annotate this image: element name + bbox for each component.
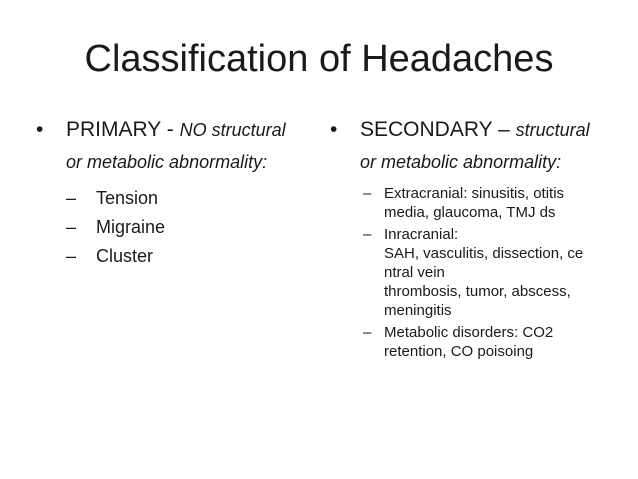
item-line: retention, CO poisoing [384,343,534,360]
dash-glyph: – [66,188,77,208]
dash-glyph: – [66,217,77,237]
primary-subitems [36,184,306,271]
bullet-glyph: • [36,118,44,141]
primary-item-tension [36,184,306,213]
bullet-glyph: • [330,118,338,141]
primary-column [36,114,306,271]
secondary-column [330,114,630,364]
primary-item-cluster [36,242,306,271]
primary-desc-line2: or metabolic abnormality: [66,152,268,172]
primary-item-migraine [36,213,306,242]
secondary-item-extracranial [330,184,630,222]
item-line: thrombosis, tumor, abscess, [384,283,571,300]
item-line: SAH, vasculitis, dissection, ce [384,245,584,262]
page-title: Classification of Headaches [84,38,554,80]
item-line: media, glaucoma, TMJ ds [384,204,556,221]
item-label: Cluster [96,246,154,266]
dash-glyph: – [66,246,77,266]
secondary-bullet-item [330,114,630,178]
item-line: Inracranial: [384,226,459,243]
item-line: Extracranial: sinusitis, otitis [384,185,565,202]
item-line: meningitis [384,302,452,319]
dash-glyph: – [363,324,372,341]
item-label: Tension [96,188,159,208]
item-line: Metabolic disorders: CO2 [384,324,554,341]
item-line: ntral vein [384,264,445,281]
item-label: Migraine [96,217,166,237]
secondary-desc-inline: structural [515,120,590,140]
secondary-subitems [330,184,630,361]
secondary-desc-line2: or metabolic abnormality: [360,152,562,172]
primary-bullet-item [36,114,306,178]
dash-glyph: – [363,226,372,243]
secondary-item-intracranial [330,225,630,320]
primary-heading: PRIMARY - [66,118,174,141]
secondary-heading: SECONDARY – [360,118,510,141]
secondary-item-metabolic [330,323,630,361]
primary-desc-inline: NO structural [179,120,286,140]
dash-glyph: – [363,185,372,202]
